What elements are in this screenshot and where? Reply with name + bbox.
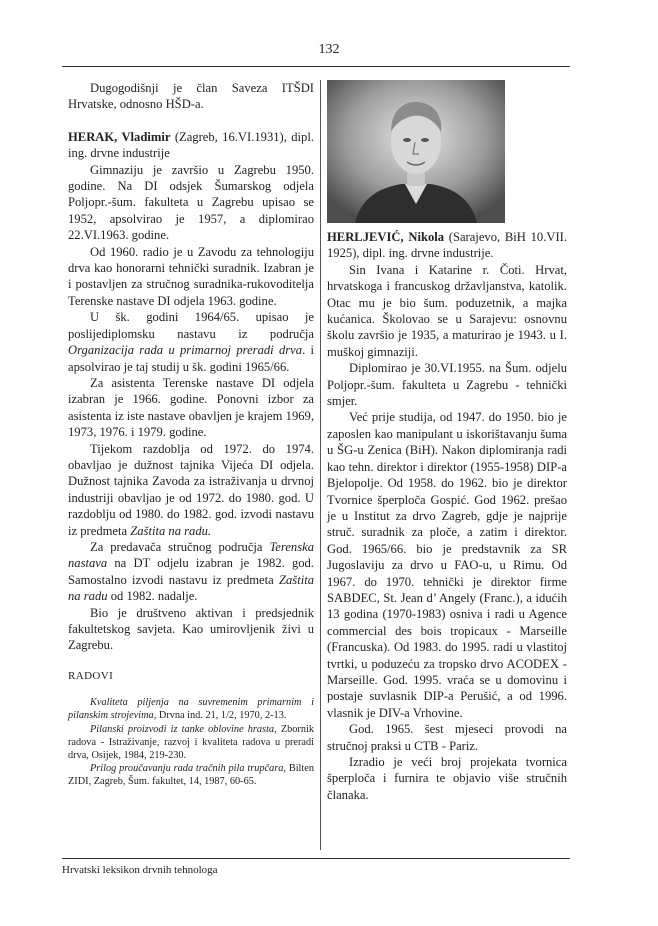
paragraph: Gimnaziju je završio u Zagrebu 1950. godine. Na DI odsjek Šumarskog odjela Poljopr.-šum. fakulteta u Zagrebu upisao se 1952, apsolvirao je 1957, a diplomirao 22.VI.1963. godine. xyxy=(68,162,314,243)
paragraph: Sin Ivana i Katarine r. Čoti. Hrvat, hrvatskoga i francuskog državljanstva, katolik. Otac mu je bio šum. poduzetnik, a majka kućanica. Školovao se u Sarajevu: osnovnu školu završio je 1935, a maturirao je 1943. u I. muškoj gimnaziji. xyxy=(327,262,567,359)
reference-item xyxy=(68,696,314,722)
entry-name-herak: HERAK, Vladimir xyxy=(68,129,171,144)
header-rule xyxy=(62,66,570,67)
paragraph: Bio je društveno aktivan i predsjednik fakultetskog savjeta. Kao umirovljenik živi u Zagrebu. xyxy=(68,605,314,653)
paragraph xyxy=(68,441,314,539)
intro-paragraph: Dugogodišnji je član Saveza ITŠDI Hrvatske, odnosno HŠD-a. xyxy=(68,81,314,112)
text-run: na DT odjelu izabran je 1982. god. Samostalno izvodi nastavu iz predmeta xyxy=(68,556,314,587)
text-run: . i apsolvirao je taj studij u šk. godini 1965/66. xyxy=(68,343,315,374)
left-column xyxy=(68,80,314,789)
page-number: 132 xyxy=(318,42,340,57)
italic-text: Organizacija rada u primarnoj preradi drva xyxy=(68,343,303,358)
entry-details-herljevic: (Sarajevo, BiH 10.VII. 1925), dipl. ing. drvne industrije. xyxy=(327,230,567,261)
entry-name-herljevic: HERLJEVIĆ, Nikola xyxy=(327,230,445,244)
text-run: od 1982. nadalje. xyxy=(107,589,198,604)
italic-text: Terenska nastava xyxy=(68,539,314,571)
entry-details-herak: (Zagreb, 16.VI.1931), dipl. ing. drvne industrije xyxy=(68,129,314,161)
column-divider xyxy=(320,80,321,850)
paragraph: Diplomirao je 30.VI.1955. na Šum. odjelu Poljopr.-šum. fakulteta u Zagrebu - tehnički smjer. xyxy=(327,361,567,409)
reference-item xyxy=(68,723,314,763)
paragraph: Od 1960. radio je u Zavodu za tehnologiju drva kao honorarni tehnički suradnik. Izabran je i postavljen za stručnog suradnika-rukovoditelja Terenske nastave DI odjela 1963. godine. xyxy=(68,244,314,308)
italic-text: Zaštita na radu xyxy=(68,572,314,604)
paragraph: Za asistenta Terenske nastave DI odjela izabran je 1966. godine. Ponovni izbor za asistenta iz iste nastave obavljen je krajem 1969, 1973, 1976. i 1979. godine. xyxy=(68,375,314,440)
text-run: Za predavača stručnog područja xyxy=(90,539,270,554)
paragraph: Već prije studija, od 1947. do 1950. bio je zaposlen kao manipulant u iskorištavanju šuma u ŠG-u Zenica (BiH). Nakon diplomiranja radi kao tehn. direktor i direktor (1955-1958) DIP-a Bjelopolje. Od 1958. do 1962. bio je direktor Tvornice šperploča Gospić. God 1962. prešao je u Institut za drvo Zagreb, gdje je najprije struč. suradnik za ploče, a zatim i direktor. God. 1965/66. bio je predstavnik za SR Jugoslaviju za drvo u FAO-u, u Rimu. Od 1967. do 1970. tehnički je direktor firme SABDEC, St. Jean d’ Angely (Franc.), a idućih 13 godina (1970-1983) osniva i radi u Agence commercial des bois tropicaux - Marseille (Francuska). Od 1983. do 1995. radi u vlastitoj tvrtki, u poduzeću za tropsko drvo ACODEX - Marseille. God. 1995. vraća se u domovinu i postaje suvlasnik DIP-a Perušić, a od 1996. vlasnik je DIV-a Vrhovine. xyxy=(327,410,567,720)
reference-title: Prilog proučavanju rada tračnih pila trupčara xyxy=(90,763,284,775)
paragraph: God. 1965. šest mjeseci provodi na stručnoj praksi u CTB - Pariz. xyxy=(327,722,567,753)
italic-text: Zaštita na radu. xyxy=(130,523,212,538)
portrait-photo xyxy=(327,80,505,223)
entry-heading-herak xyxy=(68,129,314,162)
reference-details: , Bilten ZIDI, Zagreb, Šum. fakultet, 14, 1987, 60-65. xyxy=(68,763,314,788)
footer-rule xyxy=(62,858,570,859)
footer-text: Hrvatski leksikon drvnih tehnologa xyxy=(62,864,218,876)
paragraph xyxy=(68,539,314,605)
text-run: Tijekom razdoblja od 1972. do 1974. obavljao je dužnost tajnika Vijeća DI odjela. Dužnost tajnika Zavoda za istraživanja u drvnoj industriji obavljao je od 1972. do 1980. god. U razdoblju od 1980. do 1982. god. izvodi nastavu iz predmeta xyxy=(68,441,314,538)
reference-item xyxy=(68,762,314,788)
reference-details: , Zbornik radova - Istraživanje, razvoj i kvaliteta radova u preradi drva, Osijek, 1984, 219-230. xyxy=(68,723,314,762)
text-run: U šk. godini 1964/65. upisao je poslijediplomsku nastavu iz područja xyxy=(68,310,314,341)
references-list xyxy=(68,696,314,788)
section-heading-radovi: RADOVI xyxy=(68,669,114,682)
paragraph: Izradio je veći broj projekata tvornica šperploča i furnira te objavio više stručnih članaka. xyxy=(327,755,567,802)
reference-title: Pilanski proizvodi iz tanke oblovine hrasta xyxy=(90,723,275,735)
right-column xyxy=(327,229,567,803)
entry-heading-herljevic xyxy=(327,229,567,262)
reference-details: , Drvna ind. 21, 1/2, 1970, 2-13. xyxy=(153,710,287,722)
paragraph xyxy=(68,309,314,375)
reference-title: Kvaliteta piljenja na suvremenim primarnim i pilanskim strojevima xyxy=(68,697,314,722)
